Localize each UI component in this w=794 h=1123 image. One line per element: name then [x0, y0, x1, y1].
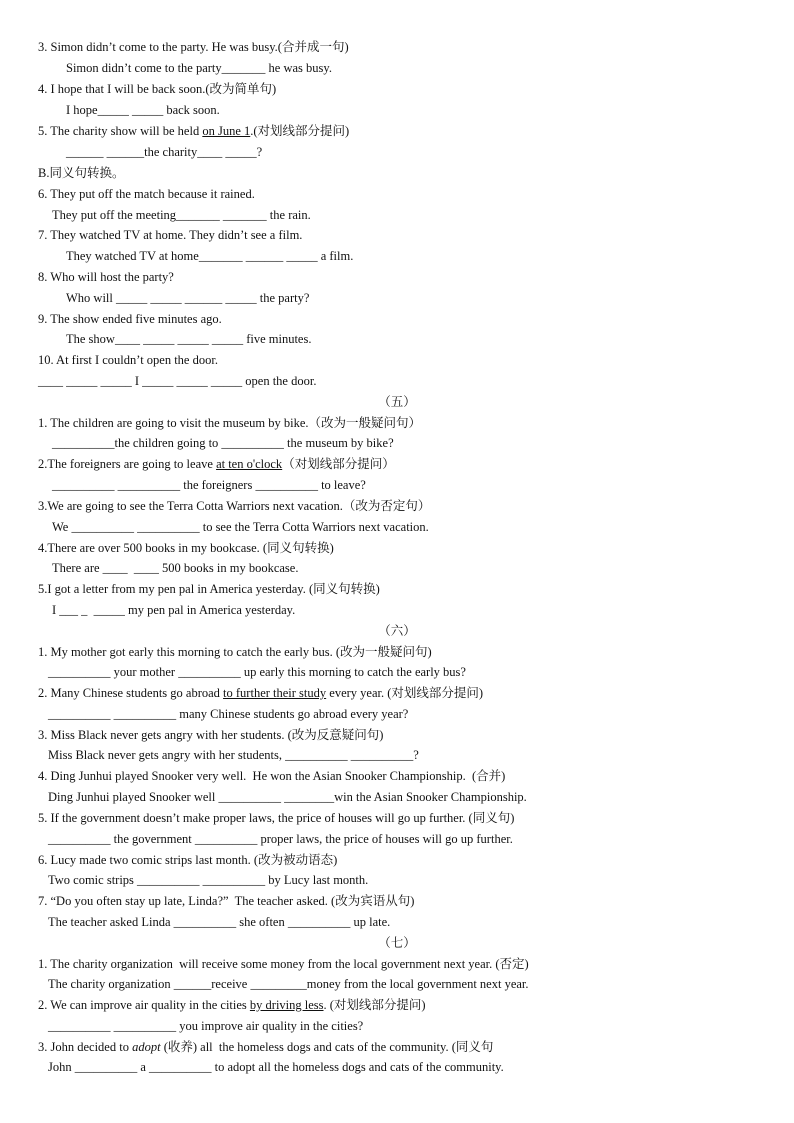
- s5-q2-text: 2.The foreigners are going to leave: [38, 457, 217, 471]
- s6-q4-prompt: 4. Ding Junhui played Snooker very well. He won the Asian Snooker Championship. (合并): [38, 769, 506, 783]
- s7-q2-underlined: by driving less: [249, 998, 324, 1012]
- q5-underlined: on June 1: [202, 124, 251, 138]
- q5-answer-line: ______ ______the charity____ _____?: [66, 145, 263, 159]
- s6-q5-answer-line: __________ the government __________ proper laws, the price of houses will go up further.: [48, 832, 513, 846]
- q9-prompt: 9. The show ended five minutes ago.: [38, 312, 222, 326]
- s6-q2-prompt: [38, 683, 483, 703]
- q7-prompt: 7. They watched TV at home. They didn’t see a film.: [38, 228, 303, 242]
- s6-q3-answer-line: Miss Black never gets angry with her students, __________ __________?: [48, 748, 419, 762]
- q5-text: 5. The charity show will be held: [38, 124, 203, 138]
- s6-q6-answer-line: Two comic strips __________ __________ by Lucy last month.: [48, 873, 369, 887]
- s5-q2-instruction: （对划线部分提问）: [282, 457, 395, 471]
- s7-q3-italic-word: adopt: [132, 1040, 161, 1054]
- q3-prompt: 3. Simon didn’t come to the party. He was busy.(合并成一句): [38, 40, 349, 54]
- q9-answer-line: The show____ _____ _____ _____ five minutes.: [66, 332, 312, 346]
- s5-q4-answer-line: There are ____ ____ 500 books in my bookcase.: [52, 561, 299, 575]
- s5-q4-prompt: 4.There are over 500 books in my bookcase. (同义句转换): [38, 541, 334, 555]
- s5-q5-prompt: 5.I got a letter from my pen pal in America yesterday. (同义句转换): [38, 582, 380, 596]
- section-5-heading: （五）: [378, 395, 416, 409]
- q10-prompt: 10. At first I couldn’t open the door.: [38, 353, 218, 367]
- s6-q4-answer-line: Ding Junhui played Snooker well __________ ________win the Asian Snooker Championship.: [48, 790, 527, 804]
- s6-q2-text: 2. Many Chinese students go abroad: [38, 686, 224, 700]
- s7-q2-text: 2. We can improve air quality in the cities: [38, 998, 250, 1012]
- s7-q2-answer-line: __________ __________ you improve air quality in the cities?: [48, 1019, 364, 1033]
- q6-answer-line: They put off the meeting_______ _______ the rain.: [52, 208, 311, 222]
- s7-q3-text: 3. John decided to: [38, 1040, 133, 1054]
- s6-q7-answer-line: The teacher asked Linda __________ she often __________ up late.: [48, 915, 391, 929]
- s5-q3-prompt: 3.We are going to see the Terra Cotta Warriors next vacation.（改为否定句）: [38, 499, 431, 513]
- s5-q5-answer-line: I ___ _ _____ my pen pal in America yesterday.: [52, 603, 296, 617]
- q8-answer-line: Who will _____ _____ ______ _____ the party?: [66, 291, 310, 305]
- s6-q6-prompt: 6. Lucy made two comic strips last month. (改为被动语态): [38, 853, 338, 867]
- s7-q3-instruction: (收养) all the homeless dogs and cats of the community. (同义句: [160, 1040, 494, 1054]
- q6-prompt: 6. They put off the match because it rained.: [38, 187, 255, 201]
- s6-q5-prompt: 5. If the government doesn’t make proper laws, the price of houses will go up further. (同义句): [38, 811, 515, 825]
- q5-instruction: .(对划线部分提问): [250, 124, 350, 138]
- section-6-heading: （六）: [378, 624, 416, 638]
- s7-q3-answer-line: John __________ a __________ to adopt all the homeless dogs and cats of the community.: [48, 1060, 504, 1074]
- s5-q1-answer-line: __________the children going to __________ the museum by bike?: [52, 436, 394, 450]
- s7-q3-prompt: [38, 1037, 493, 1057]
- q5-prompt: [38, 121, 349, 141]
- section-7-heading: （七）: [378, 936, 416, 950]
- s7-q2-instruction: . (对划线部分提问): [323, 998, 426, 1012]
- s6-q1-answer-line: __________ your mother __________ up early this morning to catch the early bus?: [48, 665, 466, 679]
- s5-q2-underlined: at ten o'clock: [216, 457, 283, 471]
- q3-answer-line: Simon didn’t come to the party_______ he was busy.: [66, 61, 332, 75]
- q4-answer-line: I hope_____ _____ back soon.: [66, 103, 220, 117]
- s5-q1-prompt: 1. The children are going to visit the museum by bike.（改为一般疑问句）: [38, 416, 422, 430]
- s6-q2-instruction: every year. (对划线部分提问): [326, 686, 484, 700]
- s6-q2-answer-line: __________ __________ many Chinese students go abroad every year?: [48, 707, 409, 721]
- s5-q3-answer-line: We __________ __________ to see the Terra Cotta Warriors next vacation.: [52, 520, 429, 534]
- section-b-heading: B.同义句转换。: [38, 166, 125, 180]
- s6-q7-prompt: 7. “Do you often stay up late, Linda?” The teacher asked. (改为宾语从句): [38, 894, 415, 908]
- s7-q2-prompt: [38, 995, 426, 1015]
- q7-answer-line: They watched TV at home_______ ______ _____ a film.: [66, 249, 354, 263]
- s5-q2-answer-line: __________ __________ the foreigners __________ to leave?: [52, 478, 366, 492]
- q4-prompt: 4. I hope that I will be back soon.(改为简单句): [38, 82, 277, 96]
- s5-q2-prompt: [38, 454, 395, 474]
- s7-q1-answer-line: The charity organization ______receive _________money from the local government next year.: [48, 977, 529, 991]
- s6-q1-prompt: 1. My mother got early this morning to catch the early bus. (改为一般疑问句): [38, 645, 432, 659]
- q8-prompt: 8. Who will host the party?: [38, 270, 174, 284]
- q10-answer-line: ____ _____ _____ I _____ _____ _____ open the door.: [38, 374, 317, 388]
- s6-q2-underlined: to further their study: [223, 686, 327, 700]
- s7-q1-prompt: 1. The charity organization will receive some money from the local government next year. (否定): [38, 957, 529, 971]
- s6-q3-prompt: 3. Miss Black never gets angry with her students. (改为反意疑问句): [38, 728, 384, 742]
